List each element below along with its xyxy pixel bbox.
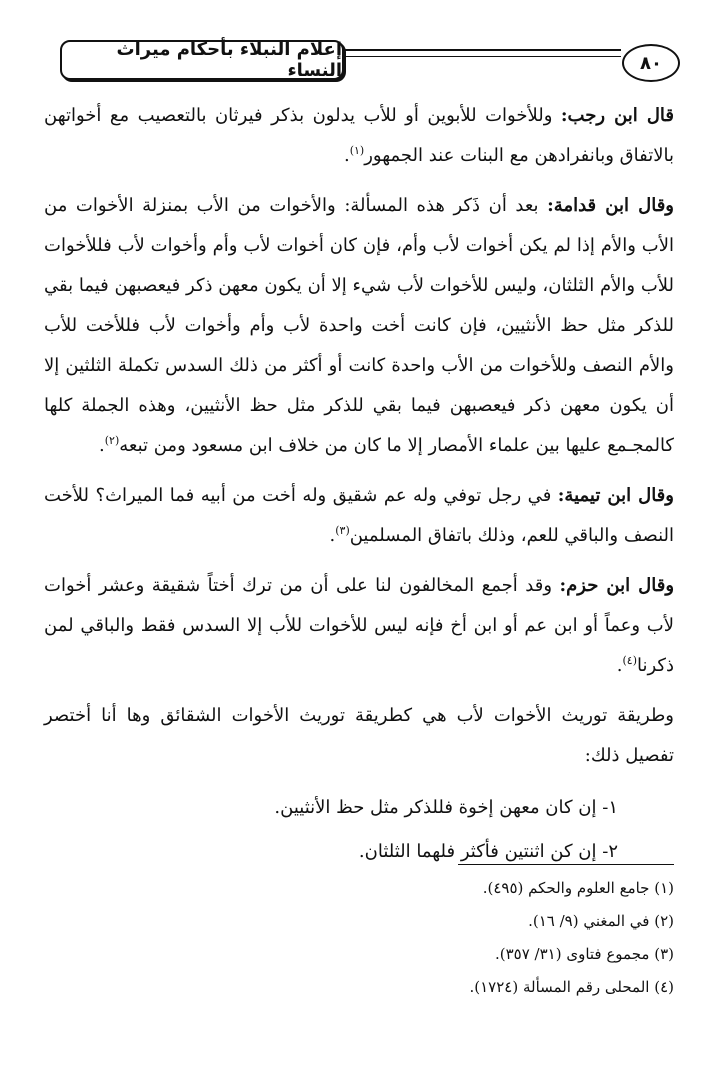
paragraph-end: . [343, 145, 350, 166]
paragraph-text: بعد أن ذَكر هذه المسألة: والأخوات من الأب بمنزلة الأخوات من الأب والأم إذا لم يكن أخوات لأب وأم، فإن كان أخوات لأب وأم وأخوات لأب فللأخوات للأب والأم الثلثان، وليس للأخوات لأب شيء إلا أن يكون معهن ذكر فيعصبهن فيما بقي للذكر مثل حظ الأنثيين، فإن كانت أخت واحدة لأب وأم وأخوات لأب فللأخت للأب والأم النصف وللأخوات من الأب واحدة كانت أو أكثر من ذلك السدس تكملة الثلثين إلا أن يكون معهن ذكر فيعصبهن فيما بقي للذكر مثل حظ الأنثيين، وهذه الجملة كلها كالمجـمع عليها بين علماء الأمصار إلا ما كان من خلاف ابن مسعود ومن تبعه [44, 195, 674, 456]
paragraph-end: . [98, 435, 105, 456]
footnote: (٢) في المغني (٩/ ١٦). [528, 912, 674, 930]
footnote: (١) جامع العلوم والحكم (٤٩٥). [482, 879, 674, 897]
footnote-ref[interactable]: (١) [349, 144, 365, 157]
page-number-badge [622, 44, 680, 82]
paragraph-text: وللأخوات للأبوين أو للأب يدلون بذكر فيرثان بالتعصيب مع أخواتهن بالاتفاق وبانفرادهن مع البنات عند الجمهور [44, 105, 674, 166]
paragraph-end: . [329, 525, 336, 546]
footnote-ref[interactable]: (٢) [104, 434, 120, 447]
header-rule [345, 49, 621, 51]
main-text [44, 96, 674, 874]
paragraph-end: . [616, 655, 623, 676]
footnote-divider [458, 864, 674, 865]
footnote-ref[interactable]: (٣) [335, 524, 350, 537]
footnotes [44, 872, 674, 1004]
paragraph [44, 186, 674, 466]
list-item: ٢- إن كن اثنتين فأكثر فلهما الثلثان. [358, 841, 618, 862]
running-header [60, 40, 344, 80]
footnote: (٣) مجموع فتاوى (٣١/ ٣٥٧). [494, 945, 674, 963]
book-title: إعلام النبلاء بأحكام ميراث النساء [116, 39, 342, 81]
header-rule-thin [345, 56, 621, 57]
speaker-label: قال ابن رجب: [560, 105, 674, 126]
speaker-label: وقال ابن تيمية: [557, 485, 674, 506]
list-item: ١- إن كان معهن إخوة فللذكر مثل حظ الأنثيين. [274, 797, 618, 818]
speaker-label: وقال ابن قدامة: [547, 195, 674, 216]
paragraph-text: وطريقة توريث الأخوات لأب هي كطريقة توريث الأخوات الشقائق وها أنا أختصر تفصيل ذلك: [44, 705, 674, 766]
paragraph [44, 96, 674, 176]
paragraph-text: في رجل توفي وله عم شقيق وله أخت من أبيه فما الميراث؟ للأخت النصف والباقي للعم، وذلك باتفاق المسلمين [44, 485, 674, 546]
paragraph-text: وقد أجمع المخالفون لنا على أن من ترك أختاً شقيقة وعشر أخوات لأب وعماً أو ابن عم أو ابن أخ فإنه ليس للأخوات للأب إلا السدس فقط والباقي لمن ذكرنا [44, 575, 674, 676]
paragraph [44, 696, 674, 776]
paragraph [44, 476, 674, 556]
paragraph [44, 566, 674, 686]
footnote: (٤) المحلى رقم المسألة (١٧٢٤). [469, 978, 674, 996]
footnote-ref[interactable]: (٤) [622, 654, 637, 667]
page-number: ٨٠ [640, 52, 662, 74]
speaker-label: وقال ابن حزم: [559, 575, 675, 596]
